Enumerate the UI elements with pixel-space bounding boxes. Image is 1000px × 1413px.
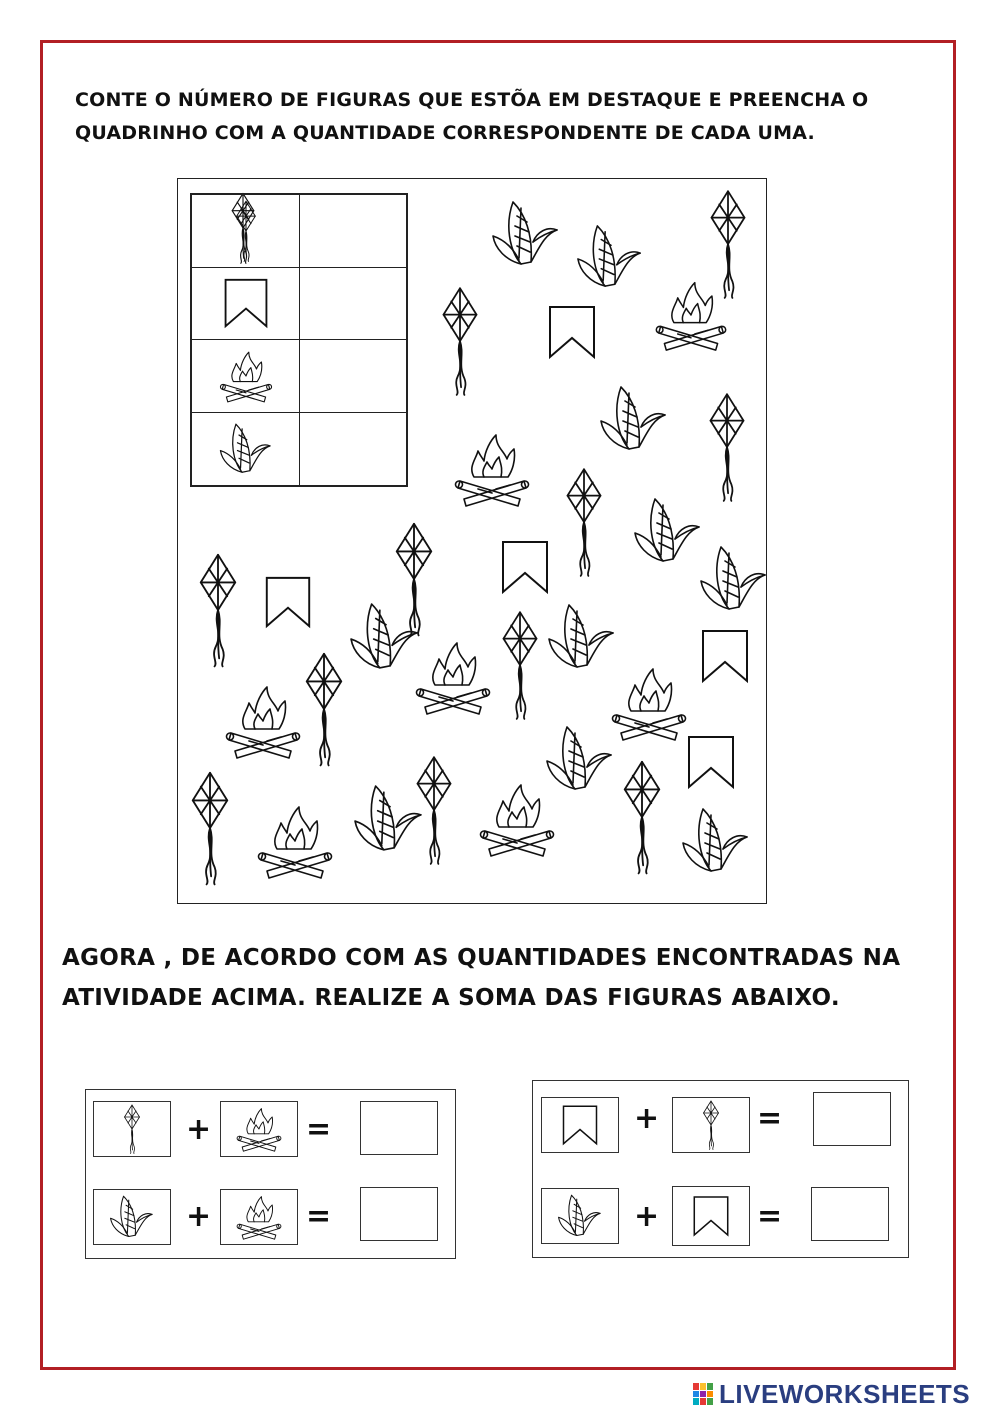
corn-icon xyxy=(355,786,421,850)
logo-tile xyxy=(693,1398,699,1405)
count-answer-corn[interactable] xyxy=(300,413,406,486)
kite-icon xyxy=(625,762,660,874)
bonfire-icon xyxy=(227,687,300,758)
watermark xyxy=(693,1376,970,1412)
flag-icon xyxy=(220,277,272,329)
count-row-corn xyxy=(192,413,300,486)
sum-right-1-term-b xyxy=(672,1097,750,1153)
equals-sign: = xyxy=(306,1199,332,1234)
corn-icon xyxy=(683,809,747,871)
kite-icon xyxy=(118,1104,146,1154)
sum-left-2-term-a xyxy=(93,1189,171,1245)
count-answer-kite[interactable] xyxy=(300,195,406,268)
corn-icon xyxy=(601,387,665,449)
equals-sign: = xyxy=(757,1101,783,1136)
watermark-text: LIVEWORKSHEETS xyxy=(719,1378,971,1409)
corn-icon xyxy=(635,499,699,561)
count-row-bonfire xyxy=(192,340,300,413)
sum-left-1-answer[interactable] xyxy=(360,1101,438,1155)
plus-sign: + xyxy=(634,1101,660,1136)
corn-icon xyxy=(549,605,613,667)
equals-sign: = xyxy=(306,1112,332,1147)
bonfire-icon xyxy=(259,807,332,878)
logo-tile xyxy=(707,1398,713,1405)
logo-tile xyxy=(700,1391,706,1398)
sum-right-2-answer[interactable] xyxy=(811,1187,889,1241)
corn-icon xyxy=(351,604,417,668)
sum-left-1-term-b xyxy=(220,1101,298,1157)
plus-sign: + xyxy=(186,1112,212,1147)
count-row-flag xyxy=(192,268,300,341)
corn-icon xyxy=(701,547,765,609)
bonfire-icon xyxy=(417,643,490,714)
plus-sign: + xyxy=(634,1199,660,1234)
kite-icon xyxy=(568,469,601,576)
liveworksheets-logo-icon xyxy=(693,1383,713,1405)
flag-icon xyxy=(503,542,547,592)
instruction-sum: AGORA , DE ACORDO COM AS QUANTIDADES ENCONTRADAS NA ATIVIDADE ACIMA. REALIZE A SOMA DAS FIGURAS ABAIXO. xyxy=(62,945,901,1011)
flag-icon xyxy=(692,1194,730,1238)
instruction-count: CONTE O NÚMERO DE FIGURAS QUE ESTÕA EM DESTAQUE E PREENCHA O QUADRINHO COM A QUANTIDADE CORRESPONDENTE DE CADA UMA. xyxy=(75,89,869,144)
kite-icon xyxy=(307,654,342,766)
bonfire-icon xyxy=(235,1192,283,1242)
logo-tile xyxy=(700,1383,706,1390)
count-table xyxy=(190,193,408,487)
plus-sign: + xyxy=(186,1199,212,1234)
kite-icon xyxy=(504,612,537,719)
corn-icon xyxy=(578,226,640,286)
flag-icon xyxy=(550,307,594,357)
kite-icon xyxy=(712,191,745,298)
sum-right-2-term-b xyxy=(672,1186,750,1246)
equals-sign: = xyxy=(757,1199,783,1234)
kite-icon xyxy=(226,200,266,262)
flag-icon xyxy=(267,578,309,626)
kite-icon xyxy=(697,1100,725,1150)
sum-left-1-term-a xyxy=(93,1101,171,1157)
kite-icon xyxy=(418,757,451,864)
logo-tile xyxy=(707,1383,713,1390)
count-answer-flag[interactable] xyxy=(300,268,406,341)
bonfire-icon xyxy=(218,345,274,407)
sum-right-1-term-a xyxy=(541,1097,619,1153)
kite-icon xyxy=(193,773,228,885)
logo-tile xyxy=(693,1383,699,1390)
logo-tile xyxy=(693,1391,699,1398)
bonfire-icon xyxy=(656,283,725,350)
logo-tile xyxy=(707,1391,713,1398)
corn-icon xyxy=(493,202,557,264)
sum-right-1-answer[interactable] xyxy=(813,1092,891,1146)
sum-right-2-term-a xyxy=(541,1188,619,1244)
bonfire-icon xyxy=(456,435,529,506)
corn-icon xyxy=(555,1190,605,1242)
bonfire-icon xyxy=(481,785,554,856)
flag-icon xyxy=(561,1104,599,1146)
kite-icon xyxy=(444,288,477,395)
count-answer-bonfire[interactable] xyxy=(300,340,406,413)
count-row-kite xyxy=(192,195,300,268)
bonfire-icon xyxy=(235,1104,283,1154)
kite-icon xyxy=(201,555,236,667)
corn-icon xyxy=(547,727,611,789)
sum-left-2-answer[interactable] xyxy=(360,1187,438,1241)
corn-icon xyxy=(217,418,275,480)
flag-icon xyxy=(689,737,733,787)
kite-icon xyxy=(397,524,432,636)
kite-icon xyxy=(711,394,744,501)
bonfire-icon xyxy=(613,669,686,740)
corn-icon xyxy=(107,1191,157,1243)
flag-icon xyxy=(703,631,747,681)
sum-left-2-term-b xyxy=(220,1189,298,1245)
logo-tile xyxy=(700,1398,706,1405)
